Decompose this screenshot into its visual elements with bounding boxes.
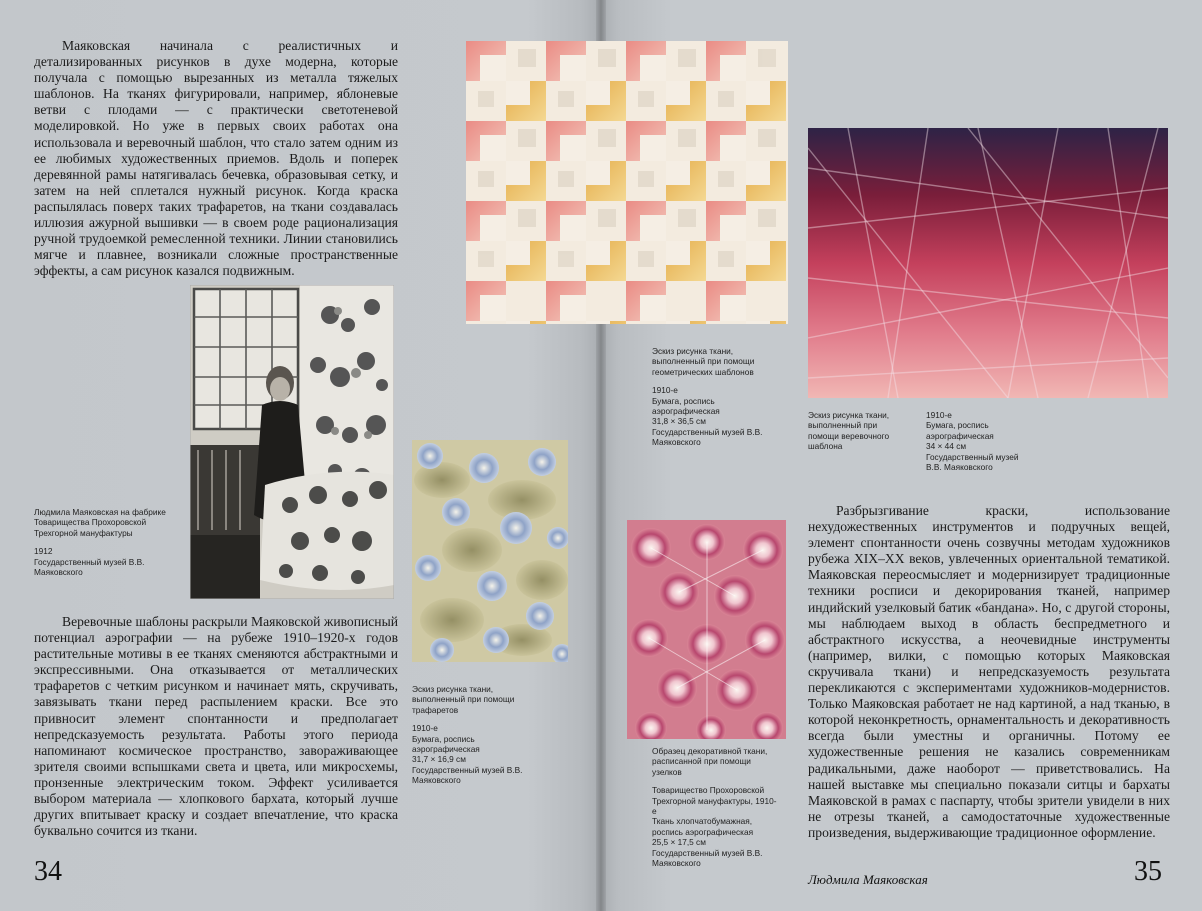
caption-title: Эскиз рисунка ткани, выполненный при помощи трафаретов bbox=[412, 684, 515, 715]
caption-title: Эскиз рисунка ткани, выполненный при помощи геометрических шаблонов bbox=[652, 346, 755, 377]
caption-source: Государственный музей В.В. Маяковского bbox=[652, 847, 763, 869]
caption-medium: Бумага, роспись аэрографическая bbox=[926, 420, 994, 441]
caption-date: 1912 bbox=[34, 546, 53, 557]
caption-knot-dyed-fabric bbox=[652, 746, 780, 868]
caption-source: Государственный музей В.В. Маяковского bbox=[34, 556, 145, 578]
geometric-stencil-image bbox=[466, 41, 788, 324]
caption-size: 25,5 × 17,5 см bbox=[652, 837, 706, 848]
caption-source: Государственный музей В.В. Маяковского bbox=[652, 426, 763, 448]
page-number-left: 34 bbox=[34, 856, 62, 887]
caption-size: 34 × 44 см bbox=[926, 441, 967, 452]
caption-medium: Бумага, роспись аэрографическая bbox=[652, 395, 720, 417]
caption-floral-stencil bbox=[412, 684, 524, 786]
body-text-1 bbox=[34, 38, 398, 279]
rope-stencil-image bbox=[808, 128, 1168, 398]
caption-size: 31,7 × 16,9 см bbox=[412, 754, 466, 765]
caption-source: Государственный музей В.В. Маяковского bbox=[412, 764, 523, 786]
caption-date: 1910-е bbox=[926, 410, 952, 420]
caption-geometric-stencil bbox=[652, 346, 776, 448]
caption-medium: Бумага, роспись аэрографическая bbox=[412, 733, 480, 755]
caption-rope-stencil-title bbox=[808, 410, 908, 452]
knot-dyed-fabric-image bbox=[627, 520, 786, 739]
caption-material: Ткань хлопчатобумажная, роспись аэрографическая bbox=[652, 816, 754, 837]
caption-title: Образец декоративной ткани, расписанной при помощи узелков bbox=[652, 746, 768, 777]
running-footer-author: Людмила Маяковская bbox=[808, 872, 928, 887]
paragraph-2: Веревочные шаблоны раскрыли Маяковской живописный потенциал аэрографии — на рубеже 1910–1920-х годов растительные мотивы в ее тканях сменяются абстрактными и экспрессивными. Она отказывается от металлических трафаретов с четким рисунком и начинает мять, скручивать, завязывать ткани перед распылением краски. Все это привносит элемент спонтанности и предполагает непредсказуемость результата. Работы этого периода напоминают космическое пространство, завораживающее зрителя своими вспышками света и цвета, или микросхемы, пронзенные электрическим током. Эффект усиливается выбором материала — хлопкового бархата, который лучше других впитывает краску и создает впечатление, что краска буквально сочится из ткани. bbox=[34, 614, 398, 839]
caption-title: Эскиз рисунка ткани, выполненный при помощи веревочного шаблона bbox=[808, 410, 890, 452]
body-text-2 bbox=[34, 614, 398, 839]
caption-archive-photo bbox=[34, 507, 166, 577]
caption-date: 1910-е bbox=[652, 385, 678, 396]
page-number-right: 35 bbox=[1134, 856, 1162, 887]
body-text-3 bbox=[808, 503, 1170, 841]
caption-source: Государственный музей В.В. Маяковского bbox=[926, 451, 1019, 473]
caption-date: 1910-е bbox=[412, 723, 438, 734]
paragraph-1: Маяковская начинала с реалистичных и детализированных рисунков в духе модерна, которые получала с помощью вырезанных из металла тяжелых шаблонов. На тканях фигурировали, например, яблоневые ветви с плодами — с практически светотеневой моделировкой. Но уже в первых своих работах она использовала и веревочный шаблон, что стало затем одним из ее любимых художественных приемов. Вдоль и поперек деревянной рамы натягивалась бечевка, образовывая сетку, и затем на ней сплетался нужный рисунок. Когда краска распылялась поверх таких трафаретов, на ткани создавалась иллюзия ажурной вышивки — в своем роде рационализация ручной трудоемкой ремесленной техники. Линии становились мягче и плавнее, возникали сложные пространственные эффекты, а сам рисунок казался подвижным. bbox=[34, 38, 398, 279]
caption-size: 31,8 × 36,5 см bbox=[652, 416, 706, 427]
floral-stencil-image bbox=[412, 440, 568, 662]
caption-rope-stencil-details bbox=[926, 410, 1034, 472]
caption-maker: Товарищество Прохоровской Трехгорной мануфактуры, 1910-е bbox=[652, 785, 777, 817]
paragraph-3: Разбрызгивание краски, использование нехудожественных инструментов и подручных вещей, элемент спонтанности очень созвучны методам художников рубежа XIX–XX веков, увлеченных ориентальной тематикой. Маяковская переосмысляет и модернизирует традиционные техники росписи и декорирования тканей, например индийский узелковый батик «бандана». Но, с другой стороны, мы наблюдаем выход в область беспредметного и абстрактного искусства, а неочевидные инструменты (например, вилки, с помощью которых Маяковская скручивала ткани) и непредсказуемость результата перекликаются с экспериментами художников-модернистов. Только Маяковская работает не над картиной, а над тканью, в которой неконкретность, орнаментальность и декоративность всегда были уместны и органичны. Потому ее художественные решения не казались современникам радикальными, даже наоборот — приветствовались. На нашей выставке мы специально показали ситцы и бархаты Маяковской в рамах с паспарту, чтобы зрители увидели в них не отрезы тканей, а самодостаточные художественные произведения, выдерживающие традиционное оформление. bbox=[808, 503, 1170, 840]
caption-title: Людмила Маяковская на фабрике Товарищества Прохоровской Трехгорной мануфактуры bbox=[34, 507, 166, 538]
archive-photo bbox=[190, 285, 394, 599]
